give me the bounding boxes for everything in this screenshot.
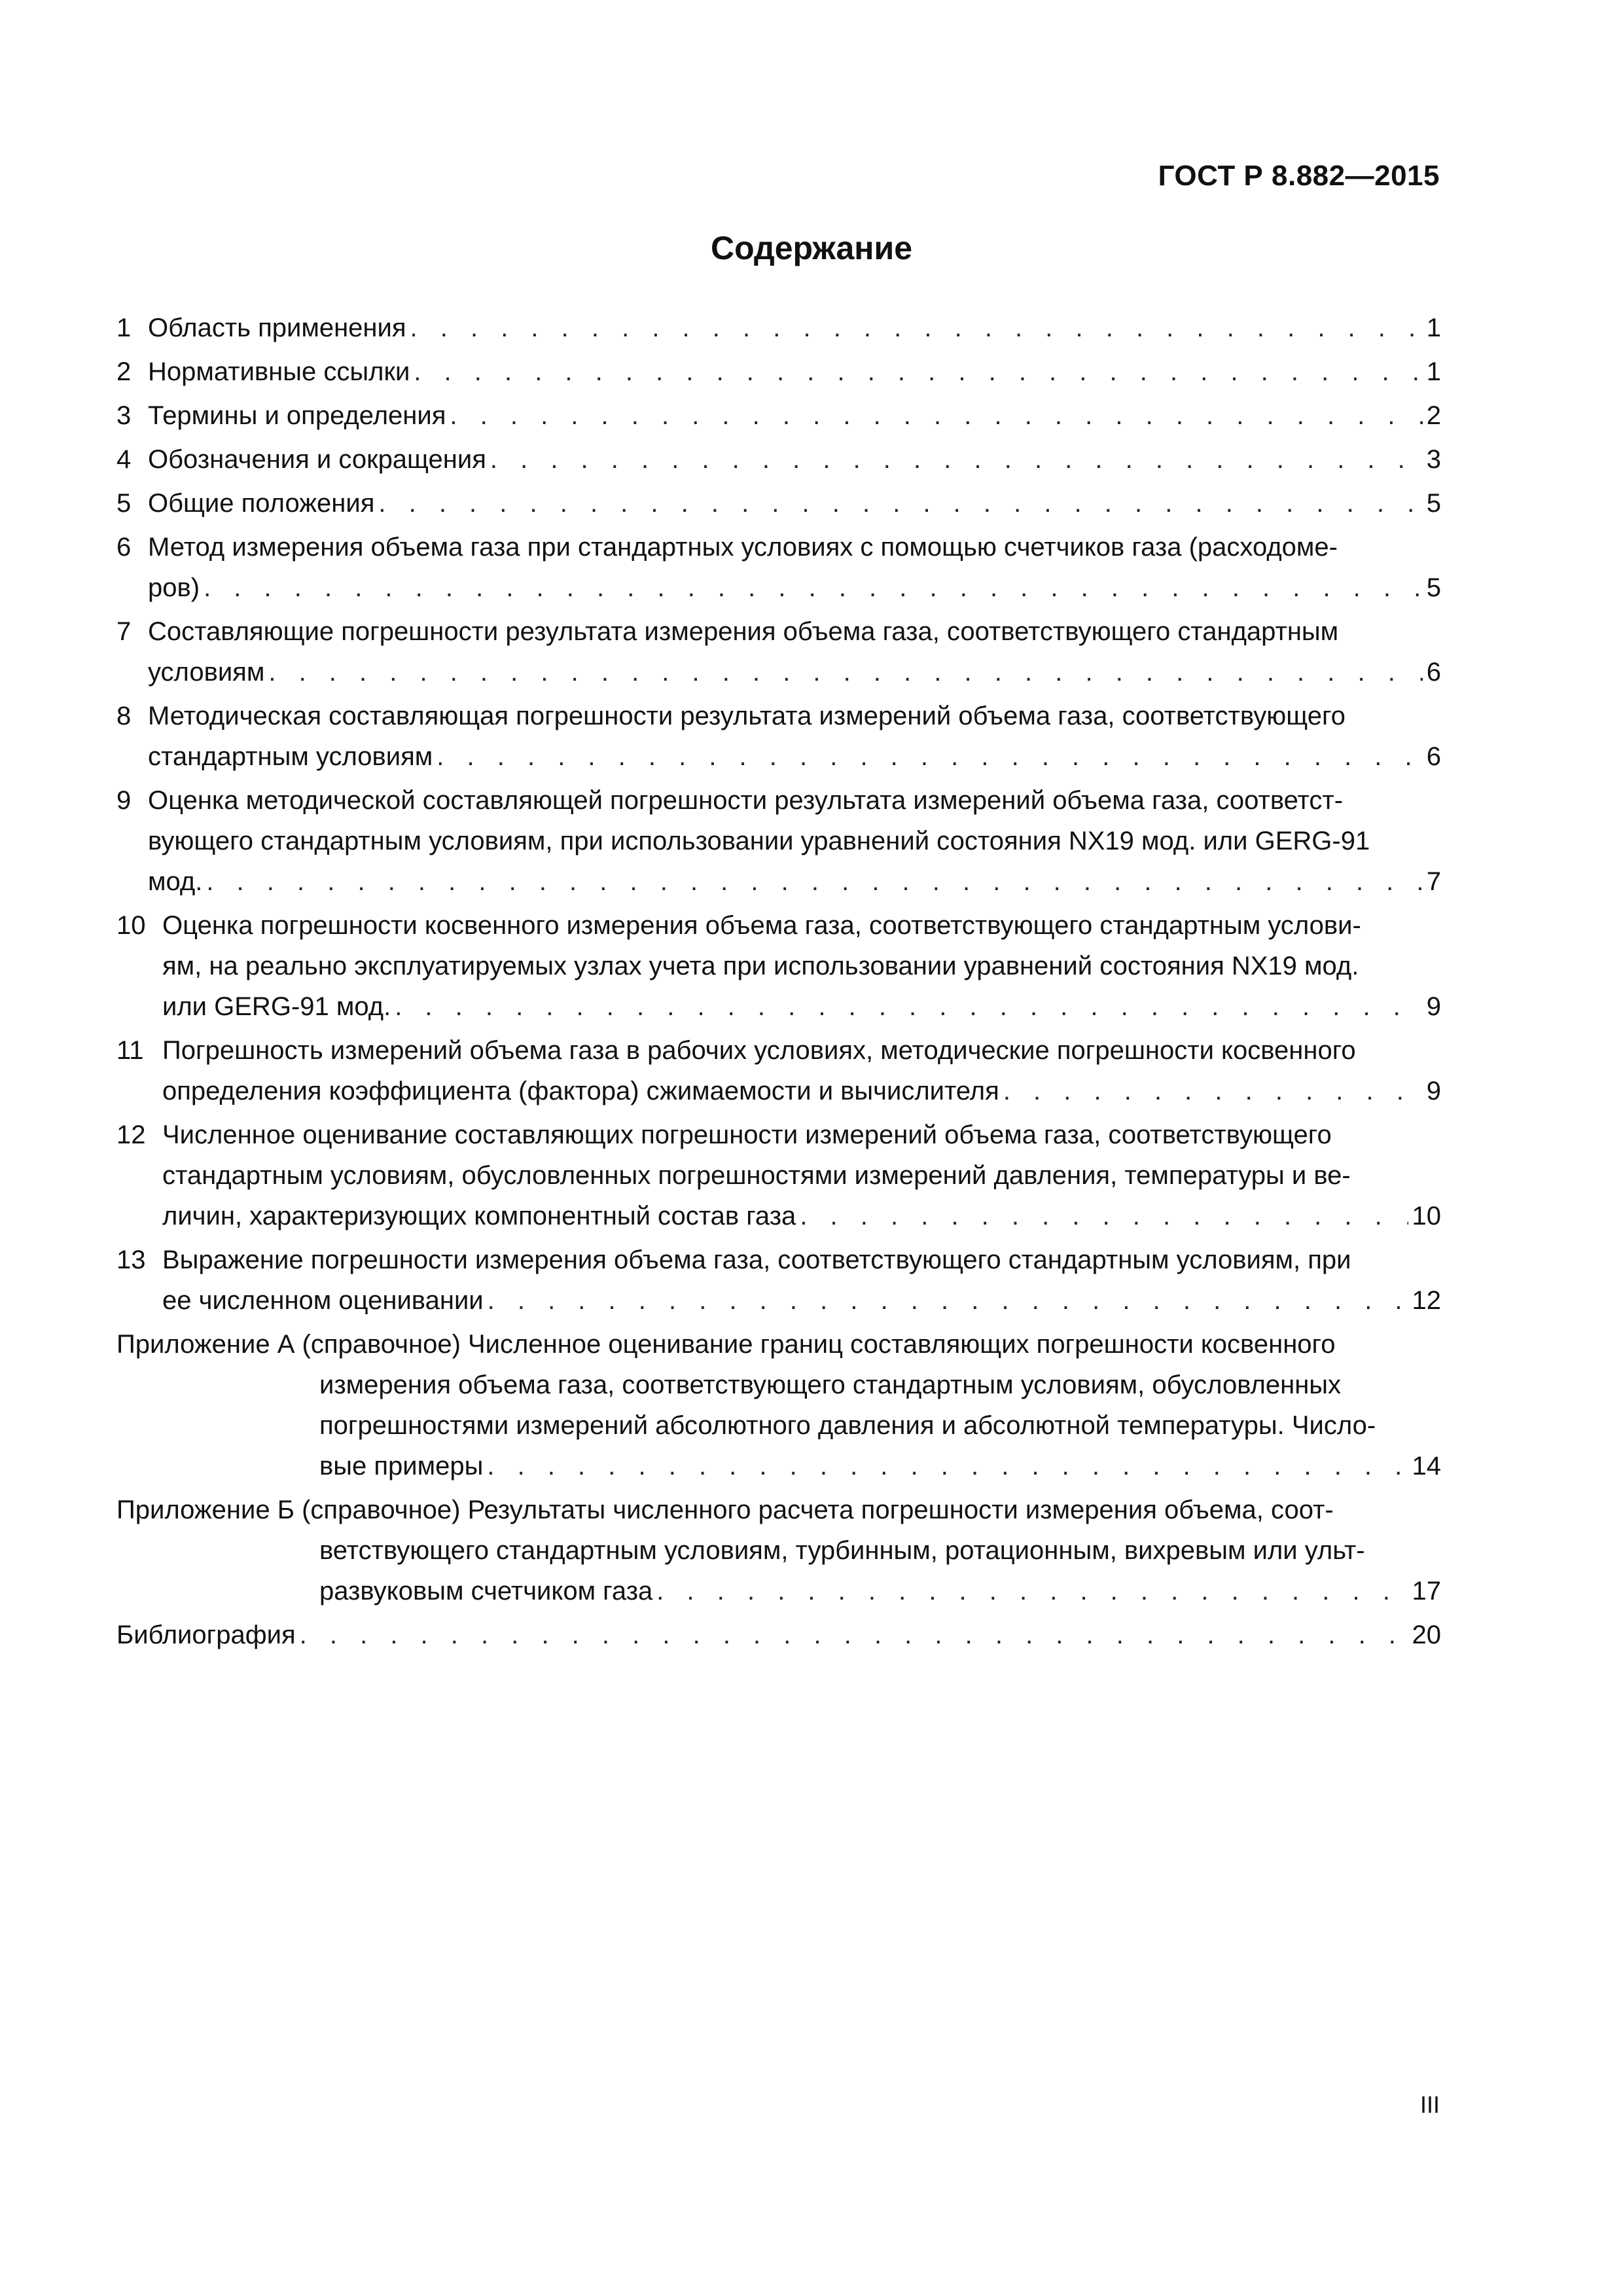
toc-entry-line: вующего стандартным условиям, при использовании уравнений состояния NX19 мод. или GERG-91 <box>148 827 1370 855</box>
toc-entry-2[interactable] <box>116 351 1441 392</box>
leader-dots <box>204 567 1423 608</box>
table-of-contents <box>116 308 1441 1659</box>
toc-entry-3[interactable] <box>116 395 1441 436</box>
toc-entry-line: Оценка погрешности косвенного измерения объема газа, соответствующего стандартным услови- <box>162 911 1361 940</box>
leader-dots <box>800 1196 1408 1236</box>
toc-entry-line: измерения объема газа, соответствующего стандартным условиям, обусловленных <box>319 1371 1342 1399</box>
toc-entry-title: ее численном оценивании <box>162 1286 484 1315</box>
toc-entry-line: погрешностями измерений абсолютного давления и абсолютной температуры. Число- <box>319 1411 1376 1440</box>
leader-dots <box>395 986 1423 1027</box>
toc-entry-1[interactable] <box>116 308 1441 348</box>
toc-entry-10[interactable] <box>116 905 1441 1027</box>
toc-entry-page: 1 <box>1426 357 1441 386</box>
toc-entry-number: 2 <box>116 357 132 386</box>
toc-entry-7[interactable] <box>116 611 1441 692</box>
leader-dots <box>414 351 1422 392</box>
toc-entry-page: 6 <box>1426 658 1441 687</box>
toc-entry-title: Нормативные ссылки <box>148 357 410 386</box>
toc-entry-title: определения коэффициента (фактора) сжимаемости и вычислителя <box>162 1077 999 1105</box>
toc-entry-number: 3 <box>116 401 132 430</box>
toc-entry-line: Погрешность измерений объема газа в рабочих условиях, методические погрешности косвенного <box>162 1036 1356 1065</box>
toc-entry-9[interactable] <box>116 780 1441 902</box>
toc-entry-page: 2 <box>1426 401 1441 430</box>
leader-dots <box>490 439 1423 480</box>
leader-dots <box>488 1280 1408 1321</box>
toc-entry-number: 11 <box>116 1036 144 1065</box>
toc-entry-page: 1 <box>1426 314 1441 342</box>
toc-entry-number: 1 <box>116 314 132 342</box>
toc-entry-title: стандартным условиям <box>148 742 433 771</box>
document-code: ГОСТ Р 8.882—2015 <box>1158 160 1440 192</box>
toc-entry-line: ям, на реально эксплуатируемых узлах учета при использовании уравнений состояния NX19 мод. <box>162 952 1359 980</box>
leader-dots <box>268 652 1422 692</box>
toc-entry-line: Методическая составляющая погрешности результата измерений объема газа, соответствующего <box>148 702 1346 730</box>
toc-entry-page: 14 <box>1412 1452 1441 1480</box>
toc-appendix-heading: Приложение А (справочное) Численное оценивание границ составляющих погрешности косвенного <box>116 1330 1336 1359</box>
toc-entry-title: или GERG-91 мод. <box>162 992 391 1021</box>
toc-entry-title: Общие положения <box>148 489 375 518</box>
toc-entry-page: 7 <box>1426 867 1441 896</box>
toc-entry-line: ветствующего стандартным условиям, турбинным, ротационным, вихревым или ульт- <box>319 1536 1365 1565</box>
toc-entry-title: Обозначения и сокращения <box>148 445 486 474</box>
toc-entry-line: Численное оценивание составляющих погрешности измерений объема газа, соответствующего <box>162 1121 1332 1149</box>
toc-entry-title: Область применения <box>148 314 406 342</box>
leader-dots <box>1003 1071 1423 1111</box>
toc-entry-number: 9 <box>116 786 132 815</box>
toc-entry-number: 12 <box>116 1121 146 1149</box>
toc-entry-page: 5 <box>1426 489 1441 518</box>
toc-entry-title: мод. <box>148 867 203 896</box>
toc-entry-page: 12 <box>1412 1286 1441 1315</box>
page-title: Содержание <box>710 230 913 266</box>
toc-entry-line: стандартным условиям, обусловленных погрешностями измерений давления, температуры и ве- <box>162 1161 1351 1190</box>
toc-entry-title: условиям <box>148 658 265 687</box>
leader-dots <box>206 861 1422 902</box>
toc-entry-page: 9 <box>1426 992 1441 1021</box>
toc-entry-line: Составляющие погрешности результата измерения объема газа, соответствующего стандартным <box>148 617 1339 646</box>
toc-entry-5[interactable] <box>116 483 1441 524</box>
toc-entry-page: 10 <box>1412 1202 1441 1230</box>
toc-appendix-heading: Приложение Б (справочное) Результаты численного расчета погрешности измерения объема, соот- <box>116 1496 1334 1524</box>
toc-entry-page: 9 <box>1426 1077 1441 1105</box>
toc-entry-11[interactable] <box>116 1030 1441 1111</box>
toc-entry-6[interactable] <box>116 527 1441 608</box>
toc-entry-13[interactable] <box>116 1240 1441 1321</box>
toc-entry-number: 6 <box>116 533 132 562</box>
toc-appendix-b[interactable] <box>116 1490 1441 1611</box>
toc-entry-line: Оценка методической составляющей погрешности результата измерений объема газа, соответст- <box>148 786 1344 815</box>
toc-entry-8[interactable] <box>116 696 1441 777</box>
toc-entry-line: Метод измерения объема газа при стандартных условиях с помощью счетчиков газа (расходоме- <box>148 533 1338 562</box>
toc-entry-page: 17 <box>1412 1577 1441 1605</box>
toc-entry-page: 6 <box>1426 742 1441 771</box>
toc-entry-4[interactable] <box>116 439 1441 480</box>
toc-entry-title: Библиография <box>116 1621 296 1649</box>
leader-dots <box>410 308 1423 348</box>
leader-dots <box>437 736 1422 777</box>
leader-dots <box>656 1571 1408 1611</box>
toc-entry-title: ров) <box>148 573 200 602</box>
leader-dots <box>378 483 1422 524</box>
toc-entry-line: Выражение погрешности измерения объема газа, соответствующего стандартным условиям, при <box>162 1246 1351 1274</box>
toc-entry-12[interactable] <box>116 1115 1441 1236</box>
toc-entry-number: 8 <box>116 702 132 730</box>
toc-entry-number: 13 <box>116 1246 146 1274</box>
leader-dots <box>300 1615 1408 1655</box>
toc-entry-title: личин, характеризующих компонентный состав газа <box>162 1202 796 1230</box>
leader-dots <box>450 395 1422 436</box>
toc-entry-title: развуковым счетчиком газа <box>319 1577 653 1605</box>
toc-entry-page: 3 <box>1426 445 1441 474</box>
toc-entry-page: 20 <box>1412 1621 1441 1649</box>
toc-entry-title: вые примеры <box>319 1452 484 1480</box>
toc-bibliography[interactable] <box>116 1615 1441 1655</box>
page-number: III <box>1419 2091 1440 2118</box>
toc-appendix-a[interactable] <box>116 1324 1441 1486</box>
leader-dots <box>487 1446 1408 1486</box>
toc-entry-number: 4 <box>116 445 132 474</box>
toc-entry-number: 10 <box>116 911 146 940</box>
toc-entry-page: 5 <box>1426 573 1441 602</box>
toc-entry-title: Термины и определения <box>148 401 446 430</box>
toc-entry-number: 5 <box>116 489 132 518</box>
toc-entry-number: 7 <box>116 617 132 646</box>
